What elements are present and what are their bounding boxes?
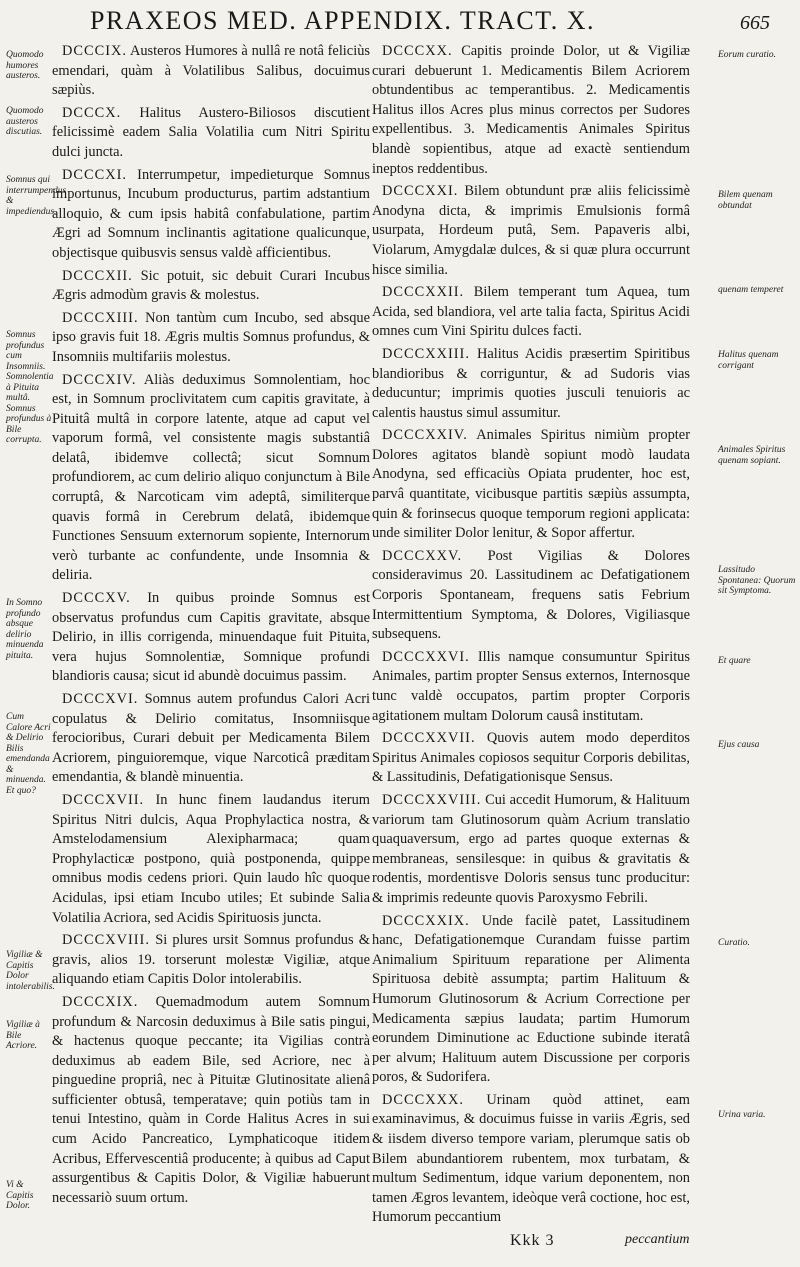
paragraph: [372, 426, 690, 544]
paragraph-number: DCCCXXIX.: [382, 912, 470, 929]
running-title: PRAXEOS MED. APPENDIX. TRACT. X.: [90, 6, 595, 35]
paragraph-text: Si plures ursit Somnus profundus & gravis, alios 19. torserunt molestæ Vigiliæ, atque aliquando etiam Capitis Dolor intolerabilis.: [52, 932, 370, 988]
paragraph-text: Quemadmodum autem Somnum profundum & Narcosin deduximus à Bile satis pingui, & hactenus quoque peccante; ita Vigilias contrà deduximus ab eadem Bile, sed Acriore, nec à pinguedine propriâ, nec à Pituitæ Glutinositate alienâ sufficienter obtusâ, temperatave; quin potiùs tam in tenui Intestino, quàm in Corde Halitus Acres in sui cum Acido Pancreatico, Lymphaticoque itidem Acribus, Effervescentiâ producente; à quibus ad Caput assurgentibus & Capitis Dolor, & Vigiliæ habuerunt necessariò suum ortum.: [52, 993, 370, 1206]
paragraph-number: DCCCXIX.: [62, 993, 139, 1010]
paragraph: [372, 648, 690, 726]
paragraph: [372, 42, 690, 179]
paragraph: [372, 1091, 690, 1228]
paragraph-text: Bilem obtundunt præ aliis felicissimè Anodyna dicta, & imprimis Emulsionis formâ usurpata, Hordeum putâ, Sem. Papaveris albi, Violarum, Amygdalæ dulces, & si quæ plura occurrunt hisce similia.: [372, 183, 690, 278]
paragraph-text: Cui accedit Humorum, & Halituum variorum tam Glutinosorum quàm Acrium translatio quaquaversum, ergo ad partes quoque externas & membraneas, sensilesque: in quibus & gravitatis & rodentis, mordentisve Doloris sensus tunc producitur: & imprimis redeunte quovis Paroxysmo Febrili.: [372, 791, 690, 906]
margin-note-left-3: Somnus qui interrumpendus & impediendus.: [6, 175, 67, 217]
right-text-column: [372, 42, 690, 1230]
paragraph: [372, 912, 690, 1088]
paragraph: [52, 690, 370, 788]
catchword: peccantium: [625, 1232, 690, 1247]
paragraph-number: DCCCXV.: [62, 590, 131, 607]
paragraph: [372, 345, 690, 423]
margin-note-left-2: Quomodo austeros discutias.: [6, 106, 44, 137]
paragraph-text: Post Vigilias & Dolores consideravimus 20. Lassitudinem ac Defatigationem Corporis Spontaneam, frequens satis Febrium Intermittentium Symptoma, & Dolores, Vigiliasque subsequens.: [372, 547, 690, 643]
paragraph-number: DCCCXXII.: [382, 284, 465, 301]
margin-note-left-4: Somnus profundus cum Insomniis. Somnolentia à Pituita multâ. Somnus profundus à Bile corrupta.: [6, 330, 54, 445]
paragraph-text: Austeros Humores à nullâ re notâ feliciùs emendari, quàm à Volatilibus Salibus, docuimus sæpiùs.: [52, 43, 370, 99]
paragraph: [52, 42, 370, 101]
paragraph-number: DCCCXIII.: [62, 309, 139, 326]
margin-note-right-5: Animales Spiritus quenam sopiant.: [718, 445, 786, 466]
paragraph-text: Capitis proinde Dolor, ut & Vigiliæ curari debuerunt 1. Medicamentis Bilem Acriorem obtundentibus ac temperantibus. 2. Medicamentis Halitus illos Acres plus minus correctos per Sudores expellentibus. 3. Medicamentis Animales Spiritus blandè sopientibus, atque ad exactè sentiendum ineptos reddentibus.: [372, 43, 690, 177]
paragraph: [372, 547, 690, 645]
paragraph: [52, 993, 370, 1209]
margin-note-right-9: Curatio.: [718, 938, 750, 948]
paragraph: [372, 182, 690, 280]
margin-note-left-7: Vigiliæ & Capitis Dolor intolerabilis.: [6, 950, 55, 992]
paragraph-number: DCCCIX.: [62, 43, 127, 59]
paragraph-number: DCCCXIV.: [62, 371, 137, 388]
paragraph-text: Halitus Acidis præsertim Spiritibus blandioribus & corriguntur, & ad Sudoris vias deducuntur; imprimis quoties jusculi tenuioris ac calentis haustus simul assumitur.: [372, 345, 690, 421]
paragraph: [52, 931, 370, 990]
paragraph-text: In quibus proinde Somnus est observatus profundus cum Capitis gravitate, absque Delirio, in illis corrigenda, minuendaque fuit Pituita, vera hujus Somnolentiæ, Somnique profundi blandioris causa; sicut id abundè docuimus passim.: [52, 590, 370, 685]
margin-note-right-10: Urina varia.: [718, 1110, 766, 1120]
left-text-column: [52, 42, 370, 1230]
paragraph-text: Unde facilè patet, Lassitudinem hanc, Defatigationemque Curandam fuisse partim Animalium Spirituum reparatione per Alimenta Spirituosa debitè assumpta; partim Halituum & Humorum Glutinosorum & Acrium Correctione per Medicamenta sæpius laudata; partim Humorum eorundem Diminutione ac Eductione subinde iteratâ per alvum; Halituum autem Discussione per corporis poros, & Sudorifera.: [372, 912, 690, 1086]
paragraph-number: DCCCX.: [62, 104, 122, 121]
paragraph-text: Aliàs deduximus Somnolentiam, hoc est, in Somnum proclivitatem cum capitis gravitate, à Pituitâ multâ in corpore latente, atque ad caput vel vaporum formâ, vel consistente magis substantiâ delatâ, ibidemve collectâ; sicut Somnum profundiorem, ac cum delirio aliquo conjunctum à Bile corruptâ, & Narcoticam vim adeptâ, similiterque quavis formâ in Cerebrum delatâ, ibidemque Functiones Sensuum externorum sopiente, Internorum verò turbante ac confundente, unde Insomnia & deliria.: [52, 371, 370, 584]
paragraph-number: DCCCXXV.: [382, 547, 463, 564]
paragraph-text: Halitus Austero-Biliosos discutient felicissimè eadem Salia Volatilia cum Nitri Spiritu dulci juncta.: [52, 104, 370, 160]
paragraph-number: DCCCXII.: [62, 267, 133, 284]
margin-note-right-4: Halitus quenam corrigant: [718, 350, 779, 371]
paragraph-text: Illis namque consumuntur Spiritus Animales, partim propter Sensus externos, Internosque tunc valdè occupatos, partim propter Corporis agitationem multam Dolorum causâ institutam.: [372, 648, 690, 724]
page-number: 665: [740, 12, 770, 34]
paragraph-text: Somnus autem profundus Calori Acri copulatus & Delirio comitatus, Insomniisque ferocioribus, Curari debuit per Medicamenta Bilem Acriorem, pinguioremque, vique Narcoticâ præditam emendantia, & blandè minuentia.: [52, 691, 370, 786]
paragraph-text: Animales Spiritus nimiùm propter Dolores agitatos blandè sopiunt modò laudata Anodyna, sed efficaciùs Opiata prudenter, hoc est, parvâ quantitate, vicibusque partitis sæpiùs assumpta, quin & forinsecus quoque temporum regioni applicata: unde similiter Dolor lenitur, & Sopor affertur.: [372, 427, 690, 542]
paragraph-text: In hunc finem laudandus iterum Spiritus Nitri dulcis, Aqua Prophylactica nostra, & Amstelodamensium Alexipharmaca; quam Prophylacticæ postpono, quià postponenda, quippe omnibus modis cedens priori. Quin laudo hîc quoque Acidulas, ipsi etiam Incubo utiles; Et subinde Salia Volatilia Acriora, sed Acidis Spirituosis juncta.: [52, 791, 370, 926]
margin-note-right-6: Lassitudo Spontanea: Quorum sit Symptoma.: [718, 565, 796, 596]
paragraph: [372, 283, 690, 342]
paragraph-number: DCCCXXI.: [382, 183, 459, 200]
paragraph-text: Quovis autem modo deperditos Spiritus Animales copiosos sequitur Corporis debilitas, & Lassitudinis, Defatigationisque Sensus.: [372, 730, 690, 786]
margin-note-right-3: quenam temperet: [718, 285, 784, 295]
margin-note-left-5: In Somno profundo absque delirio minuenda pituita.: [6, 598, 44, 661]
margin-note-left-6: Cum Calore Acri & Delirio Bilis emendanda & minuenda. Et quo?: [6, 712, 51, 796]
paragraph-text: Interrumpetur, impedieturque Somnus importunus, Incubum producturus, partim adstantium alloquio, & cum ipsis habitâ confabulatione, partim Ægri ad Somnum inclinantis agitatione qualicunque, objectisque quibusvis sensus valdè afficientibus.: [52, 166, 370, 261]
paragraph: [372, 791, 690, 909]
paragraph-number: DCCCXXVII.: [382, 730, 476, 747]
paragraph: [52, 791, 370, 928]
paragraph-number: DCCCXXX.: [382, 1091, 464, 1108]
margin-note-right-8: Ejus causa: [718, 740, 760, 750]
paragraph: [52, 309, 370, 368]
paragraph-text: Non tantùm cum Incubo, sed absque ipso gravis fuit 18. Ægris multis Somnus profundus, & Insomniis multifariis molestus.: [52, 309, 370, 365]
paragraph: [52, 371, 370, 587]
margin-note-left-1: Quomodo humores austeros.: [6, 50, 44, 81]
margin-note-right-1: Eorum curatio.: [718, 50, 777, 60]
paragraph-text: Sic potuit, sic debuit Curari Incubus Ægris admodùm gravis & molestus.: [52, 267, 370, 304]
paragraph-number: DCCCXI.: [62, 166, 127, 183]
paragraph-number: DCCCXVII.: [62, 791, 145, 808]
paragraph-text: Urinam quòd attinet, eam examinavimus, & docuimus fuisse in variis Ægris, sed & iisdem diverso tempore variam, plerumque satis ob Bilem abundantiorem rubentem, mox turbatam, & multum Sedimentum, idque varium deponentem, non tamen Ægros levantem, ideòque verâ coctione, hoc est, Humorum peccantium: [372, 1091, 690, 1226]
paragraph-number: DCCCXXVI.: [382, 648, 470, 665]
margin-note-right-2: Bilem quenam obtundat: [718, 190, 773, 211]
paragraph-number: DCCCXXIII.: [382, 345, 470, 362]
paragraph: [372, 729, 690, 788]
paragraph: [52, 589, 370, 687]
paragraph-number: DCCCXVIII.: [62, 932, 150, 949]
paragraph-number: DCCCXVI.: [62, 691, 139, 707]
margin-note-left-8: Vigiliæ à Bile Acriore.: [6, 1020, 40, 1051]
paragraph-number: DCCCXX.: [382, 43, 453, 59]
margin-note-left-9: Vi & Capitis Dolor.: [6, 1180, 34, 1211]
margin-note-right-7: Et quare: [718, 656, 751, 666]
paragraph: [52, 166, 370, 264]
signature-mark: Kkk 3: [510, 1232, 555, 1249]
paragraph: [52, 267, 370, 306]
paragraph-number: DCCCXXIV.: [382, 427, 468, 444]
paragraph: [52, 104, 370, 163]
paragraph-text: Bilem temperant tum Aquea, tum Acida, sed blandiora, vel arte talia facta, Spiritus Acidi omnes cum Vini Spiritu dulces facti.: [372, 284, 690, 340]
paragraph-number: DCCCXXVIII.: [382, 791, 482, 808]
